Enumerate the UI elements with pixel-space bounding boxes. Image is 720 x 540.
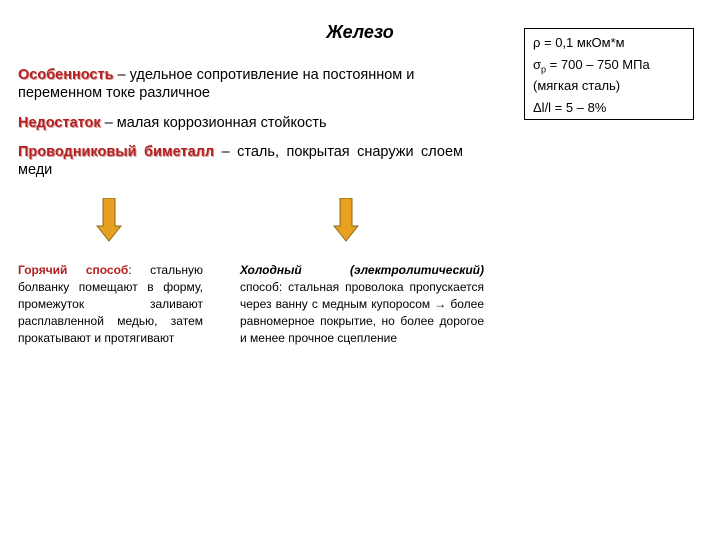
feature-paragraph: [18, 66, 488, 102]
arrow-down-icon: [333, 198, 359, 242]
bimetal-text: – сталь, покрытая снаружи слоем меди: [18, 144, 464, 178]
slide-title: Железо: [326, 22, 394, 42]
hot-method-text: [18, 262, 203, 347]
bimetal-term: Проводниковый биметалл: [18, 144, 215, 160]
elongation-value: Δl/l = 5 – 8%: [533, 99, 607, 115]
cold-method-text: [240, 262, 484, 347]
cold-method-term: Холодный (электролитический): [240, 263, 484, 277]
drawback-paragraph: [18, 114, 488, 132]
properties-box: [524, 28, 694, 120]
drawback-text: – малая коррозионная стойкость: [100, 115, 327, 131]
strength-symbol: σ: [533, 57, 542, 72]
cold-method-body: способ: стальная проволока пропускается через ванну с медным купоросом → более равномерное покрытие, но более дорогое и менее прочное сцепление: [240, 280, 484, 345]
strength-subscript: р: [541, 64, 547, 75]
strength-note: (мягкая сталь): [533, 77, 621, 93]
hot-method-term: Горячий способ: [18, 263, 129, 277]
drawback-term: Недостаток: [18, 115, 101, 131]
feature-term: Особенность: [18, 67, 114, 83]
strength-value: [533, 57, 685, 94]
arrow-down-icon: [96, 198, 122, 242]
feature-text: – удельное сопротивление на постоянном и переменном токе различное: [18, 67, 415, 101]
strength-text: = 700 – 750 МПа: [546, 57, 650, 72]
bimetal-paragraph: [18, 143, 463, 179]
resistivity-value: ρ = 0,1 мкОм*м: [533, 35, 625, 50]
hot-method-body: : стальную болванку помещают в форму, промежуток заливают расплавленной медью, затем прокатывают и протягивают: [18, 263, 203, 345]
